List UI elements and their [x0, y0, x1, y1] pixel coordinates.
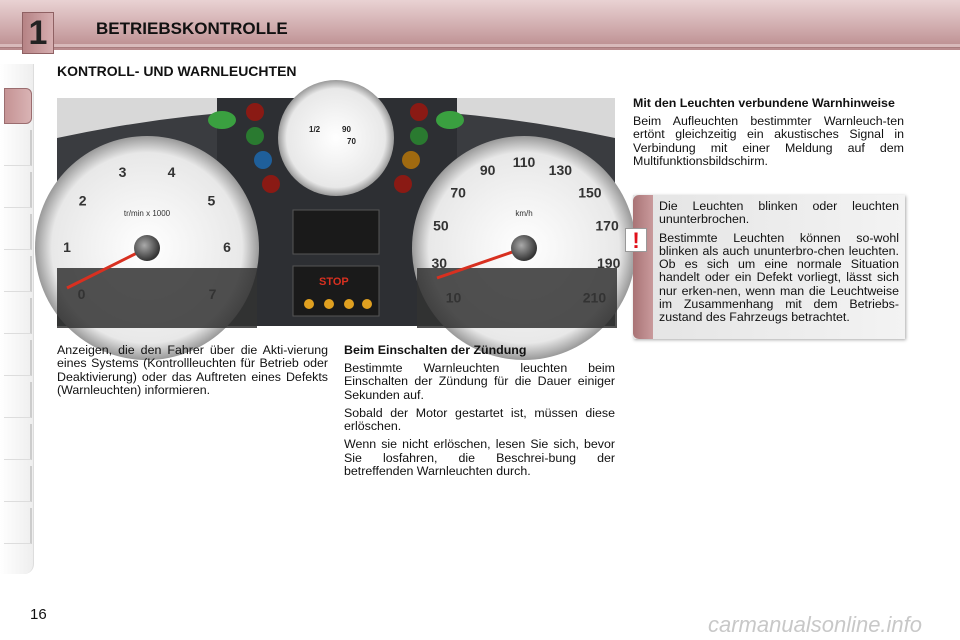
ignition-p2: Sobald der Motor gestartet ist, müssen diese erlöschen. [344, 405, 615, 434]
page-number: 16 [30, 606, 47, 623]
speed-label: 190 [597, 254, 621, 271]
side-tab[interactable] [4, 340, 32, 376]
side-tab[interactable] [4, 466, 32, 502]
warnings-column [633, 97, 904, 173]
turn-left-indicator-icon [208, 111, 236, 129]
tach-label: 5 [207, 192, 216, 209]
speed-label: 170 [595, 217, 619, 234]
side-tab[interactable] [4, 508, 32, 544]
chapter-number: 1 [22, 12, 54, 54]
warnings-heading: Mit den Leuchten verbundene Warnhinweise [633, 96, 895, 110]
tach-label: 0 [77, 285, 86, 302]
tach-label: 7 [208, 285, 217, 302]
battery-warning-icon [246, 103, 264, 121]
side-tab[interactable] [4, 424, 32, 460]
low-beam-icon [246, 127, 264, 145]
speed-label: 110 [512, 154, 536, 170]
side-tab[interactable] [4, 214, 32, 250]
fuel-temp-gauge [278, 80, 394, 196]
speed-label: 70 [450, 184, 466, 201]
speed-label: 10 [445, 289, 462, 306]
temp-label-90: 90 [342, 125, 351, 134]
exclamation-icon: ! [625, 228, 647, 252]
instrument-cluster-image [57, 98, 621, 326]
airbag-off-icon [304, 299, 314, 309]
tach-label: 3 [118, 163, 127, 180]
header-divider [0, 44, 960, 48]
speed-label: 30 [431, 254, 448, 271]
speed-label: 150 [578, 184, 602, 201]
speed-label: 90 [479, 162, 496, 179]
stop-warning: STOP [319, 276, 349, 288]
note-box [633, 195, 905, 339]
side-tab[interactable] [4, 172, 32, 208]
side-tab[interactable] [4, 130, 32, 166]
speed-unit: km/h [515, 209, 533, 218]
tach-label: 2 [78, 192, 87, 209]
side-tab[interactable] [4, 256, 32, 292]
intro-text: Anzeigen, die den Fahrer über die Akti-vierung eines Systems (Kontrollleuchten für Betrieb oder Deaktivierung) oder das Auftreten eines Defekts (Warnleuchten) informieren. [57, 343, 328, 397]
rear-fog-icon [402, 151, 420, 169]
fuel-label: 1/2 [309, 125, 321, 134]
speed-label: 210 [582, 289, 607, 306]
section-title: KONTROLL- UND WARNLEUCHTEN [57, 63, 297, 79]
brake-warning-icon [262, 175, 280, 193]
speed-label: 50 [433, 217, 449, 234]
tach-label: 4 [167, 163, 176, 180]
temp-label-70: 70 [347, 137, 356, 146]
seatbelt-icon [410, 103, 428, 121]
note-bar [633, 195, 653, 339]
warnings-p1: Beim Aufleuchten bestimmter Warnleuch-ten ertönt gleichzeitig ein akustisches Signal in Verbindung mit einer Meldung auf dem Multifunktionsbildschirm. [633, 114, 904, 168]
ignition-p3: Wenn sie nicht erlöschen, lesen Sie sich, bevor Sie losfahren, die Beschrei-bung der betreffenden Warnleuchten durch. [344, 437, 615, 479]
note-p2: Bestimmte Leuchten können so-wohl blinken als auch ununterbro-chen leuchten. Ob es sich um eine normale Situation handelt oder ein Defekt vorliegt, lässt sich nur erken-nen, wenn man die Leuchtweise im Zusammenhang mit dem Betriebs-zustand des Fahrzeugs betrachtet. [659, 230, 899, 325]
ignition-heading: Beim Einschalten der Zündung [344, 343, 527, 357]
tach-unit: tr/min x 1000 [123, 209, 171, 218]
watermark: carmanualsonline.info [708, 612, 923, 637]
speed-label: 130 [548, 162, 573, 179]
ignition-p1: Bestimmte Warnleuchten leuchten beim Einschalten der Zündung für die Dauer einiger Sekunden auf. [344, 361, 615, 402]
side-tab[interactable] [4, 298, 32, 334]
tach-label: 6 [223, 239, 231, 256]
side-tab[interactable] [4, 382, 32, 418]
side-tab-active[interactable] [4, 88, 32, 124]
chapter-title: BETRIEBSKONTROLLE [96, 19, 288, 38]
intro-column [57, 344, 328, 402]
high-beam-icon [254, 151, 272, 169]
turn-right-indicator-icon [436, 111, 464, 129]
multifunction-display [293, 210, 379, 254]
ignition-column [344, 344, 615, 483]
tach-label: 1 [63, 239, 71, 256]
note-p1: Die Leuchten blinken oder leuchten ununterbrochen. [659, 199, 899, 227]
front-fog-icon [410, 127, 428, 145]
side-tabs [0, 64, 34, 574]
airbag-icon [394, 175, 412, 193]
